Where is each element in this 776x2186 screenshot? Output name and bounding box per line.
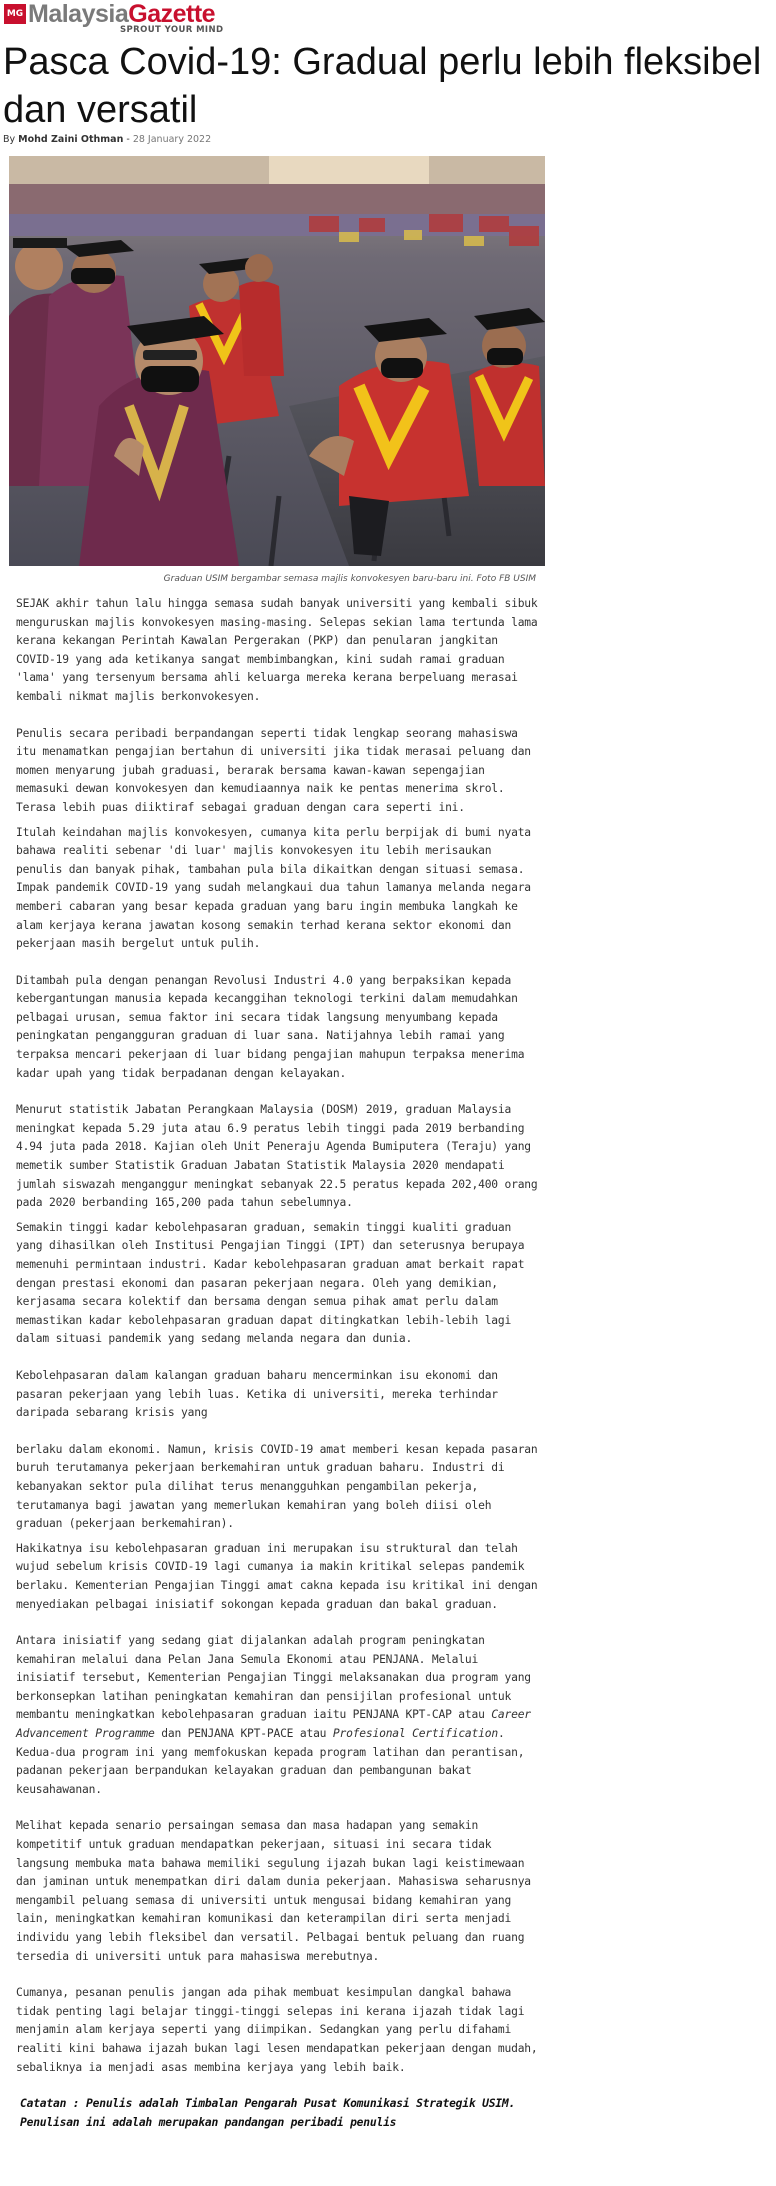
publish-date: 28 January 2022 [132, 134, 212, 145]
paragraph: Melihat kepada senario persaingan semasa dan masa hadapan yang semakin kompetitif untuk graduan mendapatkan pekerjaan, situasi ini secara tidak langsung membuka mata bahawa memiliki segulung ijazah bukan lagi keistimewaan dan jaminan untuk menempatkan diri dalam dunia pekerjaan. Mahasiswa seharusnya mengambil peluang semasa di universiti untuk mengusai bidang kemahiran yang lain, meningkatkan kemahiran komunikasi dan keterampilan diri serta menjadi individu yang lebih fleksibel dan versatil. Pelbagai bentuk peluang dan ruang tersedia di universiti untuk para mahasiswa merebutnya. [16, 1819, 531, 1963]
photo-caption: Graduan USIM bergambar semasa majlis konvokesyen baru-baru ini. Foto FB USIM [163, 574, 536, 584]
paragraph: Ditambah pula dengan penangan Revolusi Industri 4.0 yang berpaksikan kepada kebergantungan manusia kepada kecanggihan teknologi terkini dalam memudahkan pelbagai urusan, semua faktor ini secara tidak langsung menyumbang kepada peningkatan pengangguran graduan di luar sana. Natijahnya lebih ramai yang terpaksa mencari pekerjaan di luar bidang pengajian mahupun terpaksa menerima kadar upah yang tidak berpadanan dengan kelayakan. [16, 973, 525, 1080]
paragraph: Semakin tinggi kadar kebolehpasaran graduan, semakin tinggi kualiti graduan yang dihasilkan oleh Institusi Pengajian Tinggi (IPT) dan seterusnya berupaya memenuhi permintaan industri. Kadar kebolehpasaran graduan amat berkait rapat dengan prestasi ekonomi dan pasaran pekerjaan negara. Oleh yang demikian, kerjasama secara kolektif dan bersama dengan semua pihak amat perlu dalam memastikan kadar kebolehpasaran graduan dapat ditingkatkan lebih-lebih lagi dalam situasi pandemik yang sedang melanda negara dan dunia. [16, 1220, 525, 1346]
article-body [16, 595, 539, 2150]
paragraph: Kebolehpasaran dalam kalangan graduan baharu mencerminkan isu ekonomi dan pasaran pekerjaan yang lebih luas. Ketika di universiti, mereka terhindar daripada sebarang krisis yang [16, 1368, 498, 1420]
logo-word-malaysia: Malaysia [28, 0, 129, 28]
author-note: Catatan : Penulis adalah Timbalan Pengarah Pusat Komunikasi Strategik USIM. Penulisan ini adalah merupakan pandangan peribadi penulis [20, 2097, 516, 2129]
paragraph-penjana [16, 1632, 539, 1799]
article-title: Pasca Covid-19: Gradual perlu lebih fleksibel dan versatil [3, 41, 762, 131]
article-photo [9, 156, 545, 566]
graduates-photo-illustration [9, 156, 545, 566]
paragraph: Hakikatnya isu kebolehpasaran graduan ini merupakan isu struktural dan telah wujud sebelum krisis COVID-19 lagi cumanya ia makin kritikal selepas pandemik berlaku. Kementerian Pengajian Tinggi amat cakna kepada isu kritikal ini dengan menyediakan pelbagai inisiatif sokongan kepada graduan dan bakal graduan. [16, 1541, 538, 1611]
penjana-text-1: Antara inisiatif yang sedang giat dijalankan adalah program peningkatan kemahiran melalui dana Pelan Jana Semula Ekonomi atau PENJANA. Melalui inisiatif tersebut, Kementerian Pengajian Tinggi melaksanakan dua program yang berkonsepkan latihan peningkatan kemahiran dan pensijilan profesional untuk membantu meningkatkan kebolehpasaran graduan iaitu PENJANA KPT-CAP atau [16, 1634, 531, 1722]
byline-prefix: By [3, 134, 19, 145]
author-link[interactable]: Mohd Zaini Othman [18, 134, 124, 145]
paragraph: berlaku dalam ekonomi. Namun, krisis COVID-19 amat memberi kesan kepada pasaran buruh terutamanya pekerjaan berkemahiran untuk graduan baharu. Industri di kebanyakan sektor pula dilihat terus menangguhkan pengambilan pekerja, terutamanya bagi jawatan yang memerlukan kemahiran yang boleh diisi oleh graduan (pekerjaan berkemahiran). [16, 1442, 538, 1531]
logo-word-gazette: Gazette [128, 0, 216, 28]
paragraph: Menurut statistik Jabatan Perangkaan Malaysia (DOSM) 2019, graduan Malaysia meningkat kepada 5.29 juta atau 6.9 peratus lebih tinggi pada 2019 berbanding 4.94 juta pada 2018. Kajian oleh Unit Peneraju Agenda Bumiputera (Teraju) yang memetik sumber Statistik Graduan Jabatan Statistik Malaysia 2020 mendapati jumlah siswazah menganggur meningkat sebanyak 22.5 peratus kepada 202,400 orang pada 2020 berbanding 165,200 pada tahun sebelumnya. [16, 1103, 538, 1210]
penjana-pace-term: Profesional Certification [332, 1727, 498, 1741]
site-logo[interactable] [4, 2, 248, 35]
logo-badge: MG [4, 4, 26, 24]
byline [3, 134, 211, 145]
paragraph: Cumanya, pesanan penulis jangan ada pihak membuat kesimpulan dangkal bahawa tidak penting lagi belajar tinggi-tinggi selepas ini kerana ijazah tidak lagi menjamin alam kerjaya seperti yang diimpikan. Sedangkan yang perlu difahami realiti kini bahawa ijazah bukan lagi lesen mendapatkan pekerjaan dengan mudah, sebaliknya ia menjadi asas membina kerjaya yang lebih baik. [16, 1986, 538, 2074]
logo-tagline: SPROUT YOUR MIND [120, 25, 224, 35]
paragraph: SEJAK akhir tahun lalu hingga semasa sudah banyak universiti yang kembali sibuk menguruskan majlis konvokesyen masing-masing. Selepas sekian lama tertunda lama kerana kekangan Perintah Kawalan Pergerakan (PKP) dan penularan jangkitan COVID-19 yang ada ketikanya sangat membimbangkan, kini sudah ramai graduan 'lama' yang tersenyum bersama ahli keluarga mereka kerana berpeluang merasai kembali nikmat majlis berkonvokesyen. [16, 597, 538, 703]
paragraph: Penulis secara peribadi berpandangan seperti tidak lengkap seorang mahasiswa itu menamatkan pengajian bertahun di universiti jika tidak merasai peluang dan momen menyarung jubah graduasi, berarak bersama kawan-kawan sepengajian memasuki dewan konvokesyen dan kemudiaannya naik ke pentas menerima skrol. Terasa lebih puas diiktiraf sebagai graduan dengan cara seperti ini. [16, 726, 531, 814]
penjana-cap-term: Career Advancement Programme [16, 1708, 531, 1741]
penjana-text-3: . Kedua-dua program ini yang memfokuskan kepada program latihan dan perantisan, padanan pekerjaan berpandukan kelayakan graduan dan pembangunan bakat keusahawanan. [16, 1727, 525, 1796]
penjana-text-2: dan PENJANA KPT-PACE atau [154, 1727, 333, 1741]
paragraph: Itulah keindahan majlis konvokesyen, cumanya kita perlu berpijak di bumi nyata bahawa realiti sebenar 'di luar' majlis konvokesyen itu lebih merisaukan penulis dan banyak pihak, tambahan pula bila dikaitkan dengan situasi semasa. Impak pandemik COVID-19 yang sudah melangkaui dua tahun lamanya melanda negara memberi cabaran yang besar kepada graduan yang baru ingin membuka langkah ke alam kerjaya kerana jawatan kosong semakin terhad kerana sektor ekonomi dan pekerjaan masih bergelut untuk pulih. [16, 825, 531, 951]
byline-separator: - [123, 134, 133, 145]
